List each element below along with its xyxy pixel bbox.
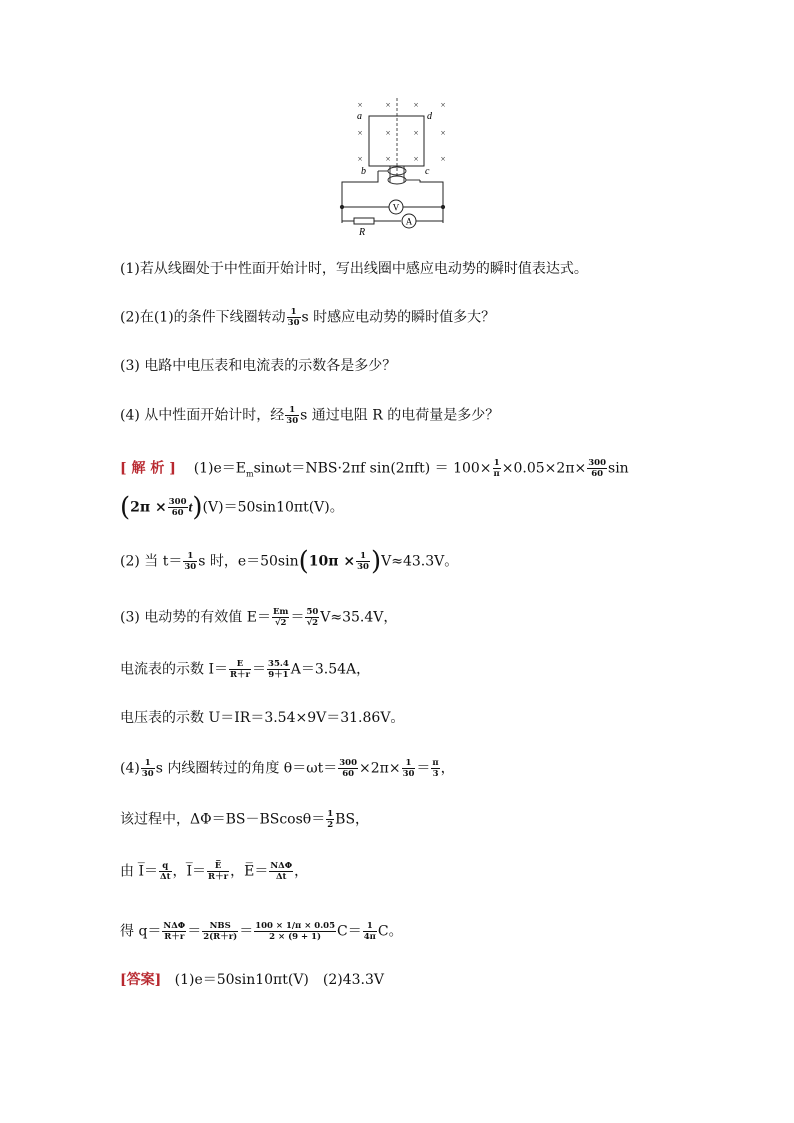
fraction: $\frac{E̅}{R+r}$ (208, 861, 229, 882)
cross-mark: × (357, 100, 363, 110)
fraction: $\frac{300}{60}$ (168, 497, 187, 518)
fraction: $\frac{300}{60}$ (588, 458, 607, 479)
solution-step-1: [ 解 析 ] $(1)e=E_m\sin\omega t=NBS\cdot 2\pi f$ sin(2πft) ＝ 100× $\frac{1}{\pi}$ ×0.05×2π× $\frac{300}{60}$ sin (120, 458, 629, 479)
fraction: $\frac{1}{30}$ (286, 405, 299, 426)
solution-step-5: 电压表的示数 U＝IR＝3.54×9V＝31.86V。 (120, 710, 405, 726)
resistor (354, 218, 374, 238)
fraction: $\frac{1}{30}$ (402, 758, 415, 779)
solution-step-3: (3) 电动势的有效值 E＝ $\frac{Em}{√2}$ ＝ $\frac{50}{√2}$ V≈35.4V， (120, 607, 398, 628)
question-4: (4) 从中性面开始计时，经 $\frac{1}{30}$ s 通过电阻 R 的电荷量是多少？ (120, 405, 500, 426)
solution-step-6: (4) $\frac{1}{30}$ s 内线圈转过的角度 θ＝ωt＝ $\frac{300}{60}$ ×2π× $\frac{1}{30}$ ＝ $\frac{\pi}{3}$ ， (120, 758, 455, 779)
question-2: (2)在(1)的条件下线圈转动 $\frac{1}{30}$ s 时感应电动势的瞬时值多大？ (120, 307, 496, 328)
voltmeter (389, 200, 403, 214)
fraction: $\frac{1}{30}$ (141, 758, 154, 779)
cross-mark: × (357, 128, 363, 138)
fraction: $\frac{300}{60}$ (339, 758, 357, 779)
svg-text:V: V (392, 202, 400, 213)
fraction: $\frac{\pi}{3}$ (432, 758, 439, 779)
answer-line (120, 970, 384, 990)
fraction: $\frac{1}{30}$ (287, 307, 300, 328)
generator-circuit-diagram (0, 90, 794, 330)
cross-mark: × (413, 128, 419, 138)
fraction: $\frac{E}{R+r}$ (229, 659, 251, 680)
solution-step-7: 该过程中，ΔΦ＝BS－BScosθ＝ $\frac{1}{2}$ BS， (120, 809, 370, 830)
answer-tag: [答案] (120, 972, 162, 988)
label-a: a (357, 111, 362, 122)
fraction: $\frac{Em}{√2}$ (272, 607, 289, 628)
cross-mark: × (413, 154, 419, 164)
question-3: (3) 电路中电压表和电流表的示数各是多少？ (120, 358, 397, 374)
solution-step-2: (2) 当 t＝ $\frac{1}{30}$ s 时，e＝50sin(10π × $\frac{1}{30}$ )V≈43.3V。 (120, 546, 459, 577)
fraction: $\frac{q}{\Delta t}$ (159, 861, 171, 882)
cross-mark: × (357, 154, 363, 164)
junction-dot (441, 205, 444, 208)
cross-mark: × (440, 128, 446, 138)
slip-rings (378, 166, 420, 184)
solution-step-4: 电流表的示数 I＝ $\frac{E}{R+r}$ ＝ $\frac{35.4}{9+1}$ A＝3.54A， (120, 659, 371, 680)
cross-mark: × (440, 154, 446, 164)
junction-dot (340, 205, 343, 208)
fraction: $\frac{1}{30}$ (184, 551, 197, 572)
cross-mark: × (440, 100, 446, 110)
ammeter (402, 214, 416, 228)
label-d: d (427, 111, 432, 122)
fraction: $\frac{\text{NΔΦ}}{R+r}$ (163, 921, 186, 942)
svg-text:A: A (405, 216, 413, 227)
cross-mark: × (413, 100, 419, 110)
cross-mark: × (385, 100, 391, 110)
fraction: $\frac{50}{√2}$ (306, 607, 319, 628)
fraction: $\frac{35.4}{9+1}$ (268, 659, 289, 680)
fraction: $\frac{\text{NΔΦ}}{\Delta t}$ (270, 861, 293, 882)
fraction: $\frac{100 \times 1/\pi \times 0.05}{2 \times (9 + 1)}$ (255, 921, 335, 942)
cross-mark: × (385, 154, 391, 164)
fraction: $\frac{1}{\pi}$ (493, 458, 500, 479)
fraction: $\frac{1}{2}$ (327, 809, 334, 830)
analysis-tag: [ 解 析 ] (120, 460, 176, 477)
external-circuit (340, 171, 444, 223)
magnetic-field-crosses (357, 100, 445, 164)
fraction: $\frac{\text{NBS}}{2(R+r)}$ (203, 921, 238, 942)
question-1: (1)若从线圈处于中性面开始计时，写出线圈中感应电动势的瞬时值表达式。 (120, 261, 588, 277)
label-c: c (425, 166, 430, 177)
solution-step-8: 由 I̅＝ $\frac{q}{\Delta t}$ ，I̅＝ $\frac{E̅}{R+r}$ ，E̅＝ $\frac{\text{NΔΦ}}{\Delta t}$ ， (120, 861, 309, 882)
solution-step-1-cont: (2π × $\frac{300}{60}$ t)(V)＝50sin10πt(V)。 (120, 492, 344, 523)
solution-step-9: 得 q＝ $\frac{\text{NΔΦ}}{R+r}$ ＝ $\frac{\text{NBS}}{2(R+r)}$ ＝ $\frac{100 \times 1/\pi \times 0.05}{2 \times (9 + 1)}$ C＝ $\frac{1}{4\pi}$ C。 (120, 921, 403, 942)
fraction: $\frac{1}{4\pi}$ (363, 921, 376, 942)
label-R: R (358, 227, 366, 238)
label-b: b (361, 166, 366, 177)
fraction: $\frac{1}{30}$ (357, 551, 369, 572)
answer-text: (1)e＝50sin10πt(V) (2)43.3V (174, 972, 385, 988)
cross-mark: × (385, 128, 391, 138)
